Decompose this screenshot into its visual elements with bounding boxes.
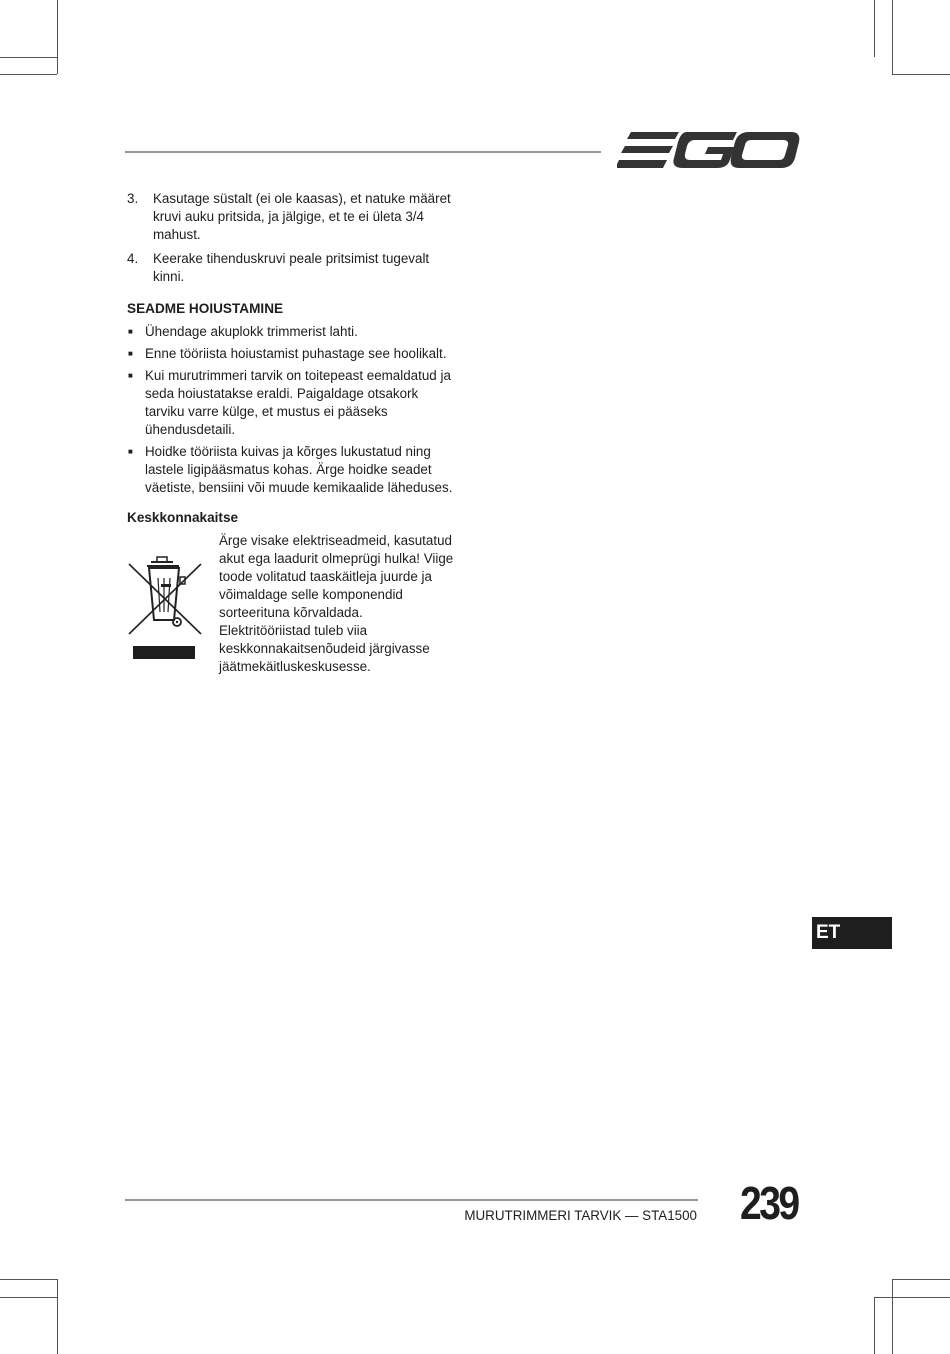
language-tab: ET	[812, 917, 892, 949]
environment-block	[127, 532, 457, 676]
crop-mark	[892, 0, 893, 74]
crop-mark	[0, 57, 57, 58]
crop-mark	[874, 1297, 875, 1354]
crossed-out-wheelie-bin-icon	[127, 548, 207, 660]
crop-mark	[0, 1297, 57, 1298]
list-item-text: Enne tööriista hoiustamist puhastage see hoolikalt.	[145, 346, 447, 361]
storage-heading: SEADME HOIUSTAMINE	[127, 301, 284, 316]
bullet-square-icon: ■	[128, 371, 133, 380]
crop-mark	[892, 1279, 893, 1354]
list-item	[127, 345, 457, 363]
list-item	[127, 367, 457, 439]
list-item	[127, 443, 457, 497]
bullet-square-icon: ■	[128, 447, 133, 456]
crop-mark	[892, 1279, 950, 1280]
page-number: 239	[740, 1177, 798, 1229]
footer-rule	[125, 1199, 698, 1201]
environment-icon-wrapper	[127, 532, 219, 676]
bullet-square-icon: ■	[128, 349, 133, 358]
bullet-square-icon: ■	[128, 327, 133, 336]
crop-mark	[0, 74, 57, 75]
environment-heading: Keskkonnakaitse	[127, 510, 239, 525]
numbered-step	[127, 190, 457, 244]
crop-mark	[892, 74, 950, 75]
crop-mark	[0, 1279, 57, 1280]
main-content	[127, 190, 457, 676]
list-item-text: Kui murutrimmeri tarvik on toitepeast eemaldatud ja seda hoiustatakse eraldi. Paigaldage otsakork tarviku varre külge, et mustus ei pääseks ühendusdetaili.	[145, 368, 451, 437]
list-item-text: Hoidke tööriista kuivas ja kõrges lukustatud ning lastele ligipääsmatus kohas. Ärge hoidke seadet väetiste, bensiini või muude kemikaalide läheduses.	[145, 444, 453, 495]
step-text: Kasutage süstalt (ei ole kaasas), et natuke määret kruvi auku pritsida, ja jälgige, et te ei ületa 3/4 mahust.	[153, 191, 451, 242]
step-number: 4.	[127, 251, 139, 266]
environment-text: Ärge visake elektriseadmeid, kasutatud akut ega laadurit olmeprügi hulka! Viige toode volitatud taaskäitleja juurde ja võimaldage selle komponendid sorteerituna kõrvaldada. Elektritööriistad tuleb viia keskkonnakaitsenõudeid järgivasse jäätmekäitluskeskusesse.	[219, 533, 454, 674]
list-item	[127, 323, 457, 341]
brand-logo	[617, 128, 801, 172]
header-rule	[125, 151, 601, 153]
crop-mark	[874, 1297, 950, 1298]
step-number: 3.	[127, 191, 139, 206]
list-item-text: Ühendage akuplokk trimmerist lahti.	[145, 324, 358, 339]
crop-mark	[874, 0, 875, 57]
numbered-step	[127, 250, 457, 286]
step-text: Keerake tihenduskruvi peale pritsimist tugevalt kinni.	[153, 251, 430, 284]
footer-title: MURUTRIMMERI TARVIK — STA1500	[464, 1208, 697, 1223]
crop-mark	[57, 0, 58, 74]
crop-mark	[57, 1279, 58, 1354]
